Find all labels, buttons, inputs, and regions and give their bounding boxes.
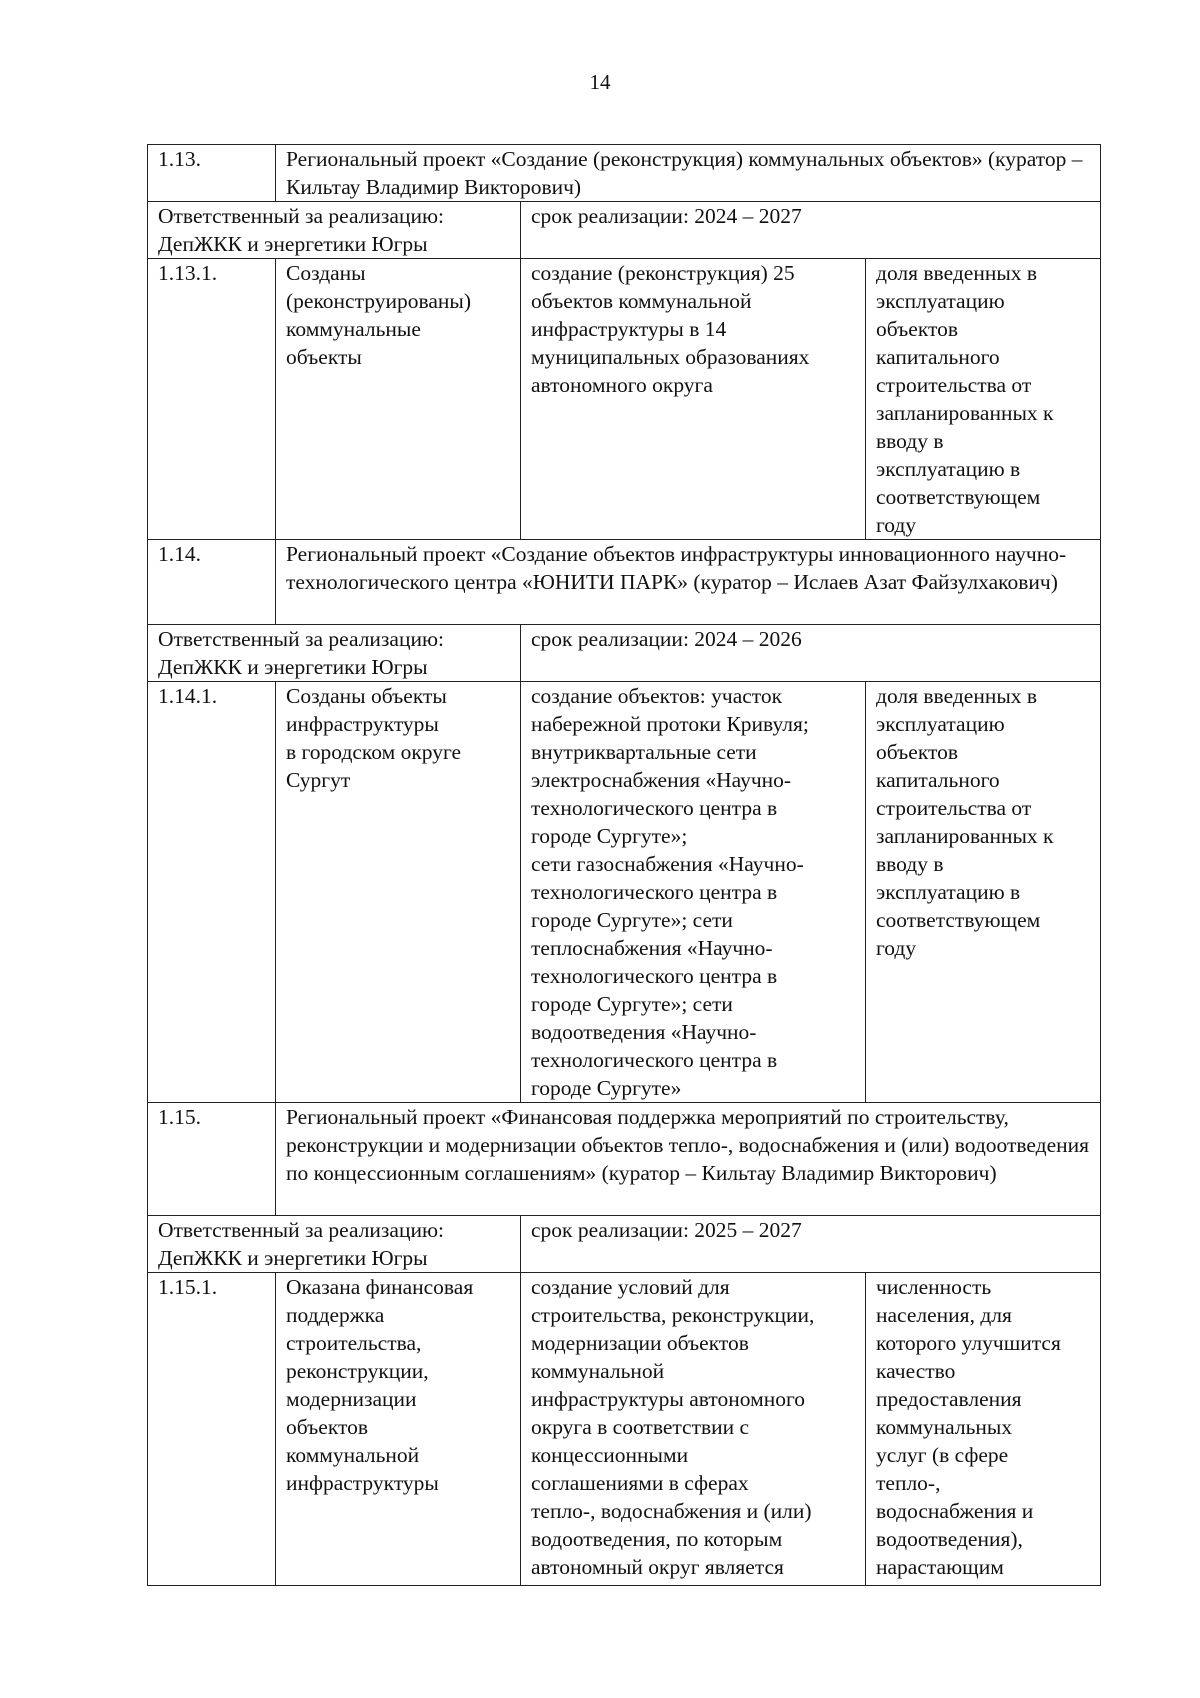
project-title: Региональный проект «Финансовая поддержка мероприятий по строительству, реконструкции и модернизации объектов тепло-, водоснабжения и (или) водоотведения по концессионным соглашениям» (куратор – Кильтау Владимир Викторович) — [276, 1103, 1101, 1216]
responsible-row — [148, 202, 1101, 259]
responsible-row — [148, 1216, 1101, 1273]
project-title: Региональный проект «Создание (реконструкция) коммунальных объектов» (куратор – Кильтау Владимир Викторович) — [276, 145, 1101, 202]
period-cell: срок реализации: 2024 – 2026 — [521, 625, 1101, 682]
responsible-row — [148, 625, 1101, 682]
project-header-row — [148, 145, 1101, 202]
project-title: Региональный проект «Создание объектов инфраструктуры инновационного научно-технологического центра «ЮНИТИ ПАРК» (куратор – Ислаев Азат Файзулхакович) — [276, 540, 1101, 625]
result-row — [148, 259, 1101, 540]
projects-table — [147, 144, 1101, 1586]
result-name: Оказана финансовая поддержка строительства, реконструкции, модернизации объектов коммунальной инфраструктуры — [276, 1273, 521, 1586]
result-description: создание условий для строительства, реконструкции, модернизации объектов коммунальной инфраструктуры автономного округа в соответствии с концессионными соглашениями в сферах тепло-, водоснабжения и (или) водоотведения, по которым автономный округ является — [521, 1273, 866, 1586]
result-indicator: доля введенных в эксплуатацию объектов капитального строительства от запланированных к вводу в эксплуатацию в соответствующем году — [866, 259, 1101, 540]
period-cell: срок реализации: 2025 – 2027 — [521, 1216, 1101, 1273]
result-row — [148, 682, 1101, 1103]
responsible-cell: Ответственный за реализацию: ДепЖКК и энергетики Югры — [148, 625, 521, 682]
project-number: 1.15. — [148, 1103, 276, 1216]
result-indicator: доля введенных в эксплуатацию объектов капитального строительства от запланированных к вводу в эксплуатацию в соответствующем году — [866, 682, 1101, 1103]
result-name: Созданы (реконструированы) коммунальные объекты — [276, 259, 521, 540]
result-number: 1.14.1. — [148, 682, 276, 1103]
result-name: Созданы объекты инфраструктуры в городском округе Сургут — [276, 682, 521, 1103]
result-description: создание (реконструкция) 25 объектов коммунальной инфраструктуры в 14 муниципальных образованиях автономного округа — [521, 259, 866, 540]
result-indicator: численность населения, для которого улучшится качество предоставления коммунальных услуг (в сфере тепло-, водоснабжения и водоотведения), нарастающим — [866, 1273, 1101, 1586]
project-number: 1.13. — [148, 145, 276, 202]
responsible-cell: Ответственный за реализацию: ДепЖКК и энергетики Югры — [148, 202, 521, 259]
result-description: создание объектов: участок набережной протоки Кривуля; внутриквартальные сети электроснабжения «Научно- технологического центра в городе Сургуте»; сети газоснабжения «Научно- технологического центра в городе Сургуте»; сети теплоснабжения «Научно- технологического центра в городе Сургуте»; сети водоотведения «Научно- технологического центра в городе Сургуте» — [521, 682, 866, 1103]
result-row — [148, 1273, 1101, 1586]
result-number: 1.15.1. — [148, 1273, 276, 1586]
project-header-row — [148, 1103, 1101, 1216]
project-header-row — [148, 540, 1101, 625]
period-cell: срок реализации: 2024 – 2027 — [521, 202, 1101, 259]
project-number: 1.14. — [148, 540, 276, 625]
responsible-cell: Ответственный за реализацию: ДепЖКК и энергетики Югры — [148, 1216, 521, 1273]
result-number: 1.13.1. — [148, 259, 276, 540]
page-number: 14 — [589, 70, 611, 94]
